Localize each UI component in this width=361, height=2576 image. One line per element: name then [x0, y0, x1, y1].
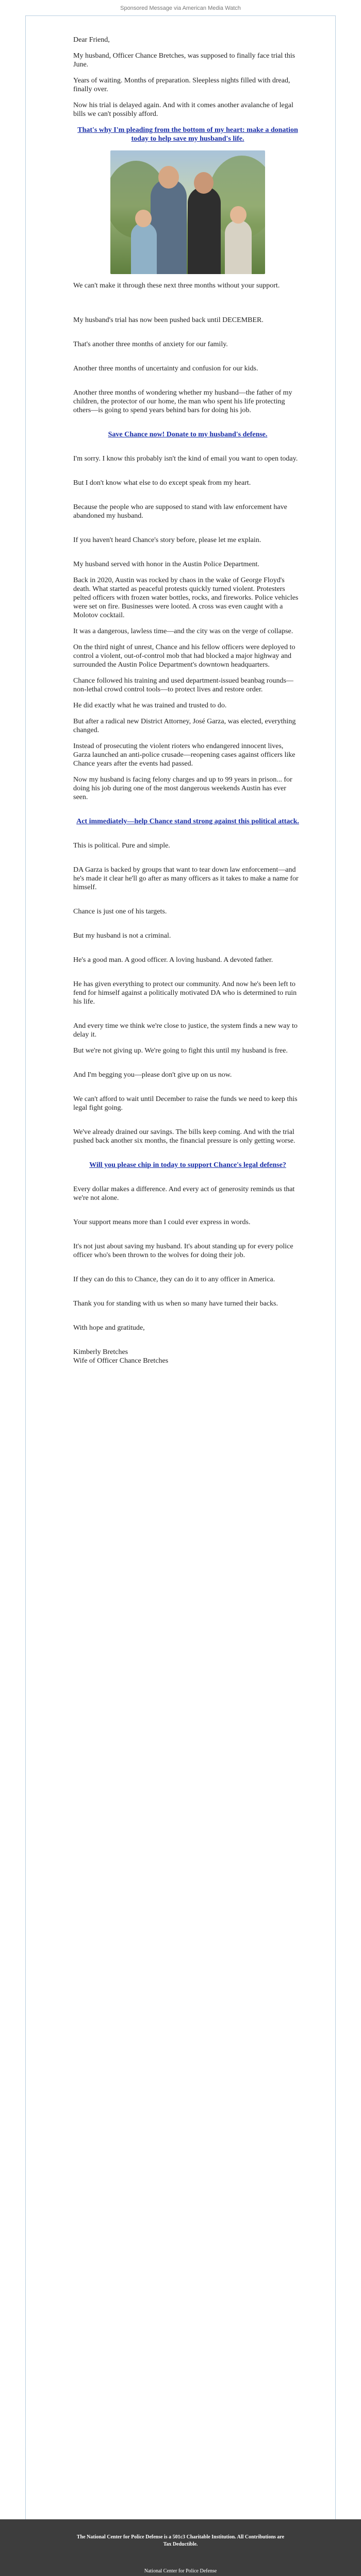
person-figure: [188, 187, 221, 274]
closing: With hope and gratitude,: [73, 1324, 145, 1332]
paragraph: But after a radical new District Attorney, José Garza, was elected, everything changed.: [73, 718, 296, 734]
signature-title: Wife of Officer Chance Bretches: [73, 1357, 169, 1365]
child-head: [230, 206, 247, 224]
child-figure: [225, 220, 252, 274]
paragraph: But we're not giving up. We're going to fight this until my husband is free.: [73, 1047, 288, 1055]
paragraph: But my husband is not a criminal.: [73, 932, 171, 940]
donate-cta: [73, 126, 302, 143]
donate-cta: [73, 430, 302, 439]
paragraph: Chance is just one of his targets.: [73, 908, 167, 916]
paragraph: Instead of prosecuting the violent rioters who endangered innocent lives, Garza launched an anti-police crusade—reopening cases against officers like Chance years after the events had passed.: [73, 742, 296, 768]
sponsored-note: Sponsored Message via American Media Watch: [120, 5, 241, 11]
donate-link[interactable]: Will you please chip in today to support Chance's legal defense?: [89, 1161, 286, 1169]
paragraph: Years of waiting. Months of preparation. Sleepless nights filled with dread, finally over.: [73, 77, 290, 93]
paragraph: That's another three months of anxiety for our family.: [73, 341, 228, 348]
paragraph: Because the people who are supposed to stand with law enforcement have abandoned my husband.: [73, 503, 287, 520]
paragraph: My husband, Officer Chance Bretches, was supposed to finally face trial this June.: [73, 52, 296, 69]
paragraph: If they can do this to Chance, they can do it to any officer in America.: [73, 1276, 275, 1283]
paragraph: Now his trial is delayed again. And with it comes another avalanche of legal bills we can't possibly afford.: [73, 101, 293, 118]
person-head: [158, 166, 179, 189]
paragraph: We can't afford to wait until December to raise the funds we need to keep this legal fight going.: [73, 1095, 298, 1112]
paragraph: Your support means more than I could ever express in words.: [73, 1218, 251, 1226]
paragraph: And I'm begging you—please don't give up on us now.: [73, 1071, 232, 1079]
person-head: [194, 172, 214, 194]
org-name: National Center for Police Defense: [144, 2568, 217, 2574]
paragraph: My husband's trial has now been pushed back until DECEMBER.: [73, 316, 264, 324]
child-figure: [131, 223, 157, 274]
signature-name: Kimberly Bretches: [73, 1348, 128, 1356]
paragraph: Chance followed his training and used department-issued beanbag rounds—non-lethal crowd control tools—to protect lives and restore order.: [73, 677, 293, 693]
paragraph: DA Garza is backed by groups that want to tear down law enforcement—and he's made it clear he'll go after as many officers as it takes to make a name for himself.: [73, 866, 299, 891]
paragraph: It's not just about saving my husband. It's about standing up for every police officer who's been thrown to the wolves for doing their job.: [73, 1243, 293, 1259]
donate-link[interactable]: Act immediately—help Chance stand strong against this political attack.: [76, 818, 299, 825]
paragraph: I'm sorry. I know this probably isn't the kind of email you want to open today.: [73, 455, 298, 463]
greeting: Dear Friend,: [73, 36, 110, 44]
paragraph: And every time we think we're close to justice, the system finds a new way to delay it.: [73, 1022, 298, 1039]
family-photo: [110, 150, 265, 274]
tax-deductible-note: The National Center for Police Defense is a 501c3 Charitable Institution. All Contributions are Tax Deductible.: [76, 2534, 285, 2547]
paragraph: We can't make it through these next three months without your support.: [73, 282, 280, 290]
paragraph: Another three months of wondering whether my husband—the father of my children, the protector of our home, the man who spent his life protecting others—is going to spend years behind bars for doing his job.: [73, 389, 292, 414]
paragraph: If you haven't heard Chance's story before, please let me explain.: [73, 536, 261, 544]
paragraph: Now my husband is facing felony charges and up to 99 years in prison... for doing his job during one of the most dangerous weekends Austin has ever seen.: [73, 776, 292, 801]
paragraph: We've already drained our savings. The bills keep coming. And with the trial pushed back another six months, the financial pressure is only getting worse.: [73, 1128, 296, 1145]
org-footer: [0, 2519, 361, 2576]
donate-link[interactable]: That's why I'm pleading from the bottom of my heart: make a donation today to help save my husband's life.: [77, 126, 298, 143]
paragraph: Another three months of uncertainty and confusion for our kids.: [73, 365, 258, 372]
paragraph: On the third night of unrest, Chance and his fellow officers were deployed to control a violent, out-of-control mob that had blocked a major highway and surrounded the Austin Police Department's downtown headquarters.: [73, 643, 296, 669]
donate-cta: [73, 1161, 302, 1170]
donate-cta: [73, 817, 302, 826]
child-head: [135, 210, 152, 227]
paragraph: But I don't know what else to do except speak from my heart.: [73, 479, 251, 487]
donate-link[interactable]: Save Chance now! Donate to my husband's defense.: [108, 431, 268, 438]
paragraph: This is political. Pure and simple.: [73, 842, 170, 850]
paragraph: My husband served with honor in the Austin Police Department.: [73, 561, 259, 568]
email-card: [25, 15, 336, 2519]
letter-body: [59, 16, 317, 1365]
paragraph: Thank you for standing with us when so many have turned their backs.: [73, 1300, 278, 1308]
paragraph: He did exactly what he was trained and trusted to do.: [73, 702, 227, 709]
paragraph: It was a dangerous, lawless time—and the city was on the verge of collapse.: [73, 628, 293, 635]
paragraph: Back in 2020, Austin was rocked by chaos in the wake of George Floyd's death. What started as peaceful protests quickly turned violent. Protesters pelted officers with frozen water bottles, rocks, and fireworks. Police vehicles were set on fire. Businesses were looted. A cross was even caught with a Molotov cocktail.: [73, 577, 299, 619]
paragraph: He has given everything to protect our community. And now he's been left to fend for himself against a politically motivated DA who is determined to ruin his life.: [73, 980, 297, 1006]
paragraph: Every dollar makes a difference. And every act of generosity reminds us that we're not alone.: [73, 1185, 295, 1202]
paragraph: He's a good man. A good officer. A loving husband. A devoted father.: [73, 956, 273, 964]
